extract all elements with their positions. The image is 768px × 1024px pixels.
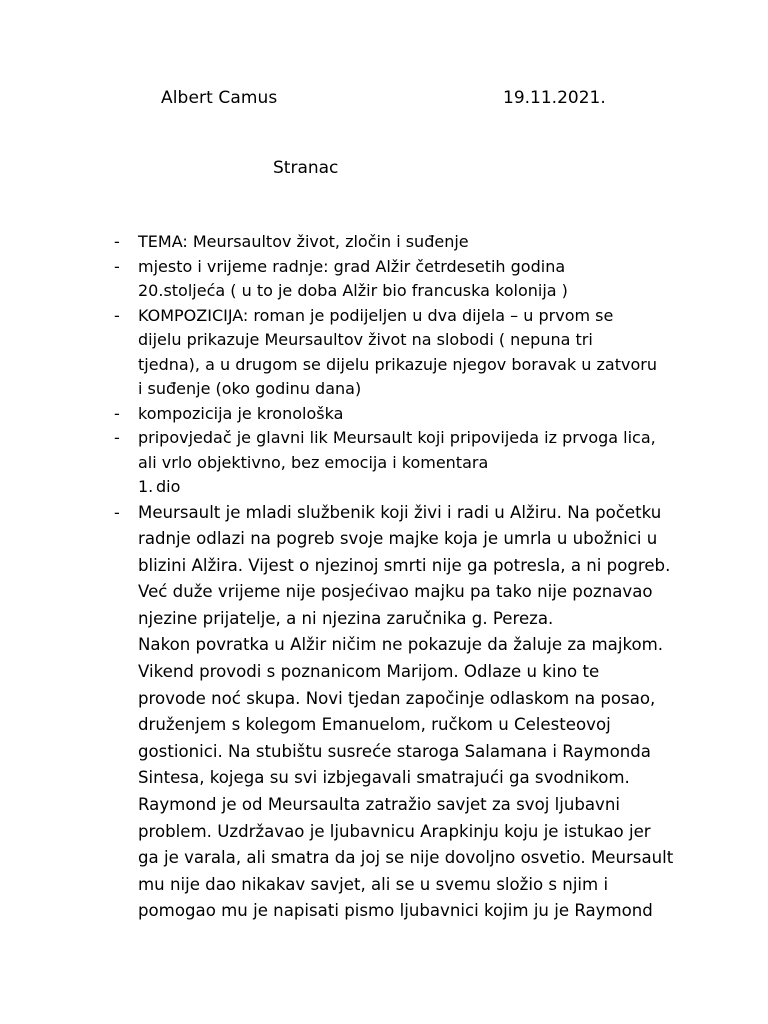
list-item-tema [0,230,768,255]
section-number: 1. [138,477,154,496]
bullet-dash: - [114,232,120,251]
list-item-line: i suđenje (oko godinu dana) [138,379,362,398]
paragraph-line: Meursault je mladi službenik koji živi i radi u Alžiru. Na početku [138,502,662,522]
list-item-line: ali vrlo objektivno, bez emocija i komentara [138,452,489,472]
list-item-narrator [0,426,768,475]
bullet-dash: - [114,256,120,276]
bullet-dash: - [114,305,120,325]
list-item-chronology [0,402,768,427]
paragraph-line: radnje odlazi na pogreb svoje majke koja je umrla u ubožnici u [138,529,658,549]
paragraph-line: gostionici. Na stubištu susreće staroga Salamana i Raymonda [138,741,651,761]
list-item-setting [0,255,768,304]
paragraph-line: Raymond je od Meursaulta zatražio savjet za svoj ljubavni [138,795,621,815]
list-item-line: tjedna), a u drugom se dijelu prikazuje njegov boravak u zatvoru [138,354,657,374]
list-item-line: pripovjedač je glavni lik Meursault koji pripovijeda iz prvoga lica, [138,428,656,447]
list-item-plot [0,500,768,926]
paragraph-line: Vikend provodi s poznanicom Marijom. Odlaze u kino te [138,662,600,682]
list-item-line: kompozicija je kronološka [138,403,344,423]
paragraph-line: Sintesa, kojega su svi izbjegavali smatrajući ga svodnikom. [138,768,630,788]
bullet-dash: - [114,502,120,522]
notes-list [0,230,768,925]
section-heading [0,475,768,500]
document-date: 19.11.2021. [503,88,606,108]
paragraph-line: Nakon povratka u Alžir ničim ne pokazuje da žaluje za majkom. [138,635,664,655]
paragraph-line: ga je varala, ali smatra da joj se nije dovoljno osvetio. Meursault [138,848,674,868]
paragraph-line: njezine prijatelje, a ni njezina zaručnika g. Pereza. [138,608,554,628]
bullet-dash: - [114,428,120,447]
document-title: Stranac [273,158,339,178]
list-item-line: KOMPOZICIJA: roman je podijeljen u dva dijela – u prvom se [138,305,614,325]
list-item-line: mjesto i vrijeme radnje: grad Alžir četrdesetih godina [138,256,566,276]
paragraph-line: mu nije dao nikakav savjet, ali se u svemu složio s njim i [138,874,609,894]
list-item-line: dijelu prikazuje Meursaultov život na slobodi ( nepuna tri [138,330,593,349]
paragraph-line: blizini Alžira. Vijest o njezinoj smrti nije ga potresla, a ni pogreb. [138,555,671,575]
list-item-line: 20.stoljeća ( u to je doba Alžir bio francuska kolonija ) [138,281,568,300]
author-name: Albert Camus [161,88,278,108]
paragraph-line: pomogao mu je napisati pismo ljubavnici kojim ju je Raymond [138,901,653,921]
paragraph-line: Već duže vrijeme nije posjećivao majku pa tako nije poznavao [138,582,653,602]
paragraph-line: provode noć skupa. Novi tjedan započinje odlaskom na posao, [138,688,656,708]
section-label: dio [156,477,181,496]
bullet-dash: - [114,403,120,423]
paragraph-line: problem. Uzdržavao je ljubavnicu Arapkinju koju je istukao jer [138,821,651,841]
paragraph-line: druženjem s kolegom Emanuelom, ručkom u Celesteovoj [138,715,611,735]
list-item-composition [0,304,768,402]
list-item-line: TEMA: Meursaultov život, zločin i suđenje [138,232,469,251]
